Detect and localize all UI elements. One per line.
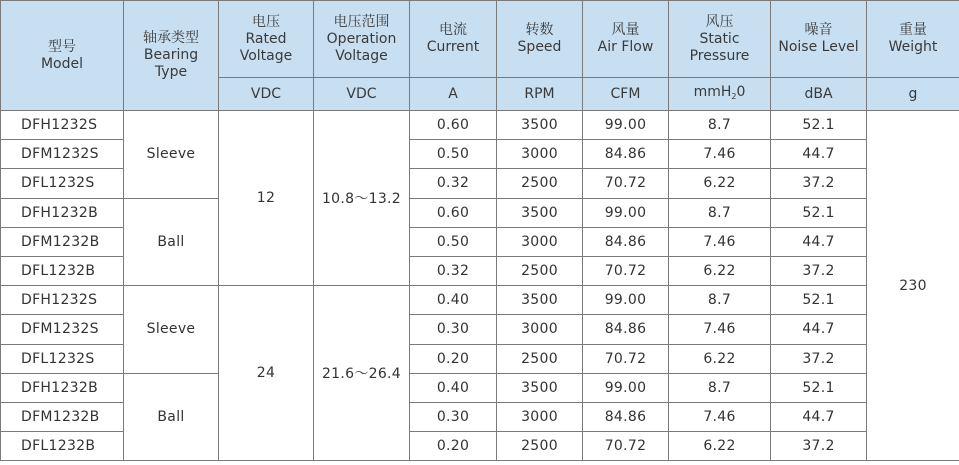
cell-noise-level: 44.7 bbox=[771, 227, 867, 256]
cell-model: DFH1232S bbox=[1, 286, 124, 315]
header-rated-voltage: 电压 Rated Voltage bbox=[219, 1, 314, 78]
cell-noise-level: 44.7 bbox=[771, 402, 867, 431]
cell-model: DFL1232S bbox=[1, 344, 124, 373]
cell-current: 0.50 bbox=[410, 140, 497, 169]
cell-static-pressure: 7.46 bbox=[669, 402, 771, 431]
cell-air-flow: 70.72 bbox=[583, 169, 669, 198]
cell-current: 0.40 bbox=[410, 373, 497, 402]
cell-current: 0.40 bbox=[410, 286, 497, 315]
cell-bearing-type: Sleeve bbox=[124, 111, 219, 199]
cell-static-pressure: 8.7 bbox=[669, 111, 771, 140]
cell-speed: 3500 bbox=[497, 198, 583, 227]
cell-model: DFH1232S bbox=[1, 111, 124, 140]
cell-bearing-type: Ball bbox=[124, 373, 219, 461]
cell-current: 0.60 bbox=[410, 111, 497, 140]
cell-noise-level: 44.7 bbox=[771, 140, 867, 169]
cell-static-pressure: 6.22 bbox=[669, 256, 771, 285]
cell-current: 0.32 bbox=[410, 169, 497, 198]
cell-speed: 2500 bbox=[497, 256, 583, 285]
cell-static-pressure: 7.46 bbox=[669, 315, 771, 344]
table-row bbox=[1, 286, 959, 315]
cell-weight: 230 bbox=[867, 111, 959, 461]
cell-current: 0.50 bbox=[410, 227, 497, 256]
cell-model: DFL1232B bbox=[1, 432, 124, 461]
cell-static-pressure: 7.46 bbox=[669, 227, 771, 256]
cell-air-flow: 84.86 bbox=[583, 315, 669, 344]
header-current: 电流 Current bbox=[410, 1, 497, 78]
cell-air-flow: 84.86 bbox=[583, 402, 669, 431]
cell-speed: 3500 bbox=[497, 286, 583, 315]
cell-noise-level: 37.2 bbox=[771, 169, 867, 198]
cell-air-flow: 70.72 bbox=[583, 344, 669, 373]
cell-static-pressure: 7.46 bbox=[669, 140, 771, 169]
spec-table-body bbox=[1, 111, 959, 461]
unit-current: A bbox=[410, 78, 497, 111]
cell-air-flow: 99.00 bbox=[583, 111, 669, 140]
table-row bbox=[1, 198, 959, 227]
cell-air-flow: 99.00 bbox=[583, 286, 669, 315]
table-row bbox=[1, 111, 959, 140]
unit-operation-voltage: VDC bbox=[314, 78, 410, 111]
cell-static-pressure: 6.22 bbox=[669, 169, 771, 198]
cell-model: DFM1232B bbox=[1, 402, 124, 431]
cell-air-flow: 99.00 bbox=[583, 373, 669, 402]
cell-noise-level: 52.1 bbox=[771, 111, 867, 140]
table-row bbox=[1, 373, 959, 402]
header-model: 型号 Model bbox=[1, 1, 124, 111]
cell-noise-level: 44.7 bbox=[771, 315, 867, 344]
cell-rated-voltage: 12 bbox=[219, 111, 314, 286]
cell-speed: 3000 bbox=[497, 227, 583, 256]
cell-bearing-type: Sleeve bbox=[124, 286, 219, 374]
cell-noise-level: 37.2 bbox=[771, 432, 867, 461]
cell-speed: 2500 bbox=[497, 344, 583, 373]
cell-static-pressure: 8.7 bbox=[669, 198, 771, 227]
cell-static-pressure: 6.22 bbox=[669, 432, 771, 461]
cell-speed: 3000 bbox=[497, 315, 583, 344]
cell-static-pressure: 8.7 bbox=[669, 286, 771, 315]
cell-noise-level: 52.1 bbox=[771, 373, 867, 402]
cell-noise-level: 52.1 bbox=[771, 198, 867, 227]
header-bearing: 轴承类型 Bearing Type bbox=[124, 1, 219, 111]
cell-model: DFH1232B bbox=[1, 198, 124, 227]
header-operation-voltage: 电压范围 Operation Voltage bbox=[314, 1, 410, 78]
cell-bearing-type: Ball bbox=[124, 198, 219, 286]
cell-operation-voltage: 10.8～13.2 bbox=[314, 111, 410, 286]
cell-air-flow: 84.86 bbox=[583, 227, 669, 256]
cell-model: DFL1232B bbox=[1, 256, 124, 285]
cell-speed: 2500 bbox=[497, 169, 583, 198]
cell-noise-level: 52.1 bbox=[771, 286, 867, 315]
unit-rated-voltage: VDC bbox=[219, 78, 314, 111]
cell-air-flow: 99.00 bbox=[583, 198, 669, 227]
cell-model: DFM1232S bbox=[1, 315, 124, 344]
unit-weight: g bbox=[867, 78, 959, 111]
cell-current: 0.20 bbox=[410, 344, 497, 373]
cell-model: DFM1232B bbox=[1, 227, 124, 256]
header-air-flow: 风量 Air Flow bbox=[583, 1, 669, 78]
header-speed: 转数 Speed bbox=[497, 1, 583, 78]
header-weight: 重量 Weight bbox=[867, 1, 959, 78]
cell-model: DFM1232S bbox=[1, 140, 124, 169]
cell-model: DFL1232S bbox=[1, 169, 124, 198]
cell-speed: 3000 bbox=[497, 402, 583, 431]
cell-current: 0.30 bbox=[410, 402, 497, 431]
cell-current: 0.30 bbox=[410, 315, 497, 344]
cell-current: 0.32 bbox=[410, 256, 497, 285]
header-static-pressure: 风压 Static Pressure bbox=[669, 1, 771, 78]
unit-air-flow: CFM bbox=[583, 78, 669, 111]
cell-noise-level: 37.2 bbox=[771, 256, 867, 285]
cell-model: DFH1232B bbox=[1, 373, 124, 402]
cell-air-flow: 70.72 bbox=[583, 256, 669, 285]
header-noise-level: 噪音 Noise Level bbox=[771, 1, 867, 78]
cell-rated-voltage: 24 bbox=[219, 286, 314, 461]
cell-current: 0.20 bbox=[410, 432, 497, 461]
unit-static-pressure: mmH$_2$0 bbox=[669, 78, 771, 111]
cell-air-flow: 70.72 bbox=[583, 432, 669, 461]
cell-static-pressure: 6.22 bbox=[669, 344, 771, 373]
cell-air-flow: 84.86 bbox=[583, 140, 669, 169]
cell-speed: 3500 bbox=[497, 373, 583, 402]
cell-noise-level: 37.2 bbox=[771, 344, 867, 373]
cell-current: 0.60 bbox=[410, 198, 497, 227]
cell-speed: 3000 bbox=[497, 140, 583, 169]
unit-noise-level: dBA bbox=[771, 78, 867, 111]
cell-speed: 2500 bbox=[497, 432, 583, 461]
cell-static-pressure: 8.7 bbox=[669, 373, 771, 402]
header-row bbox=[1, 1, 959, 78]
cell-speed: 3500 bbox=[497, 111, 583, 140]
cell-operation-voltage: 21.6～26.4 bbox=[314, 286, 410, 461]
unit-speed: RPM bbox=[497, 78, 583, 111]
